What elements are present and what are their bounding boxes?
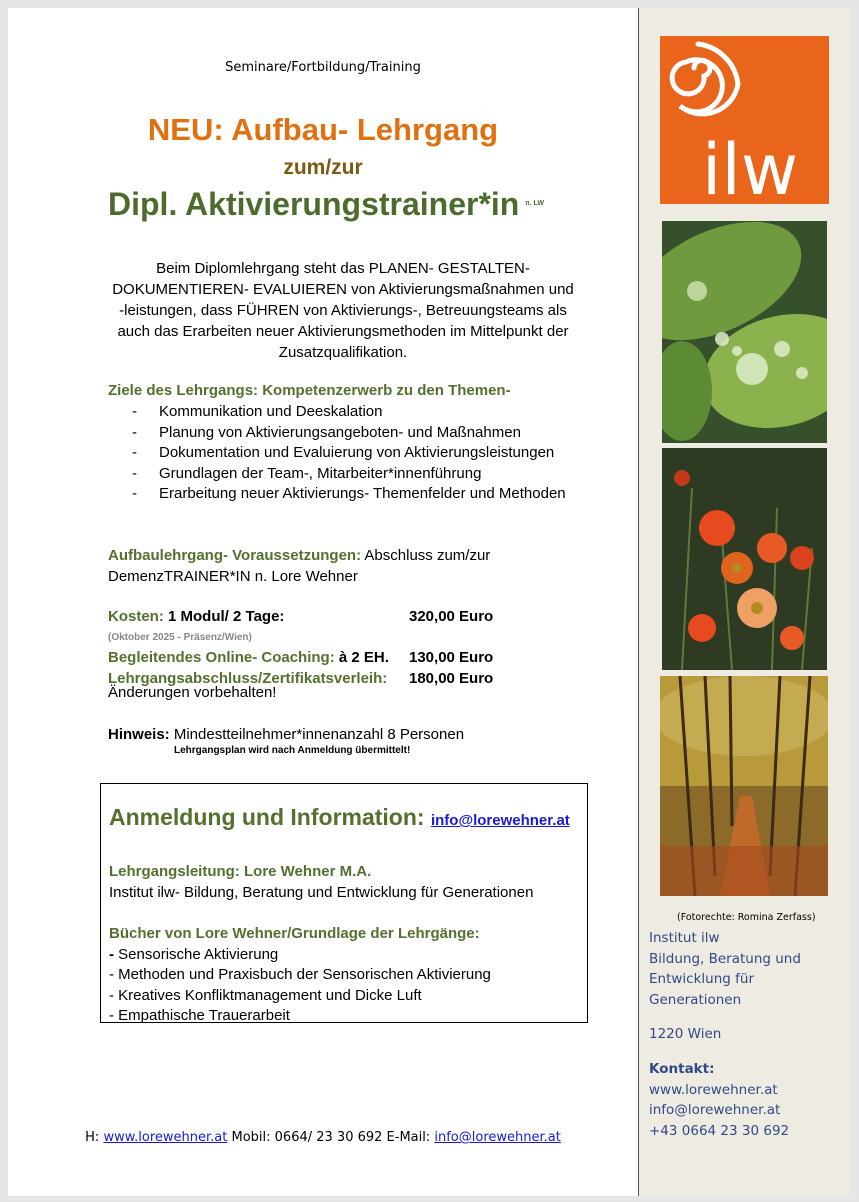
cost-modul-cell — [108, 607, 409, 628]
leitung-text: Institut ilw- Bildung, Beratung und Entwicklung für Generationen — [109, 883, 534, 901]
title-line-1: NEU: Aufbau- Lehrgang — [147, 112, 499, 147]
list-item-text: Erarbeitung neuer Aktivierungs- Themenfelder und Methoden — [159, 485, 566, 502]
flyer-page — [8, 8, 638, 1196]
ziele-heading: Ziele des Lehrgangs: Kompetenzerwerb zu den Themen- — [108, 382, 511, 399]
coaching-cell — [108, 648, 409, 669]
kosten-modul: 1 Modul/ 2 Tage: — [163, 608, 285, 625]
anmeldung-heading-row — [109, 804, 570, 831]
info-box — [100, 783, 588, 1023]
voraussetzungen-label: Aufbaulehrgang- Voraussetzungen: — [108, 547, 362, 564]
contact-website: www.lorewehner.at — [649, 1081, 778, 1098]
buch-dash: - — [109, 945, 119, 963]
footer-email-link[interactable]: info@lorewehner.at — [434, 1130, 561, 1145]
contact-block — [649, 1059, 789, 1141]
sidebar — [638, 8, 850, 1196]
ziele-list — [108, 402, 579, 505]
list-item — [108, 464, 579, 485]
kosten-modul-price — [409, 607, 493, 628]
logo-text: ilw — [701, 129, 799, 204]
abschluss-label: Lehrgangsabschluss/Zertifikatsverleih: — [108, 669, 388, 687]
contact-email: info@lorewehner.at — [649, 1102, 781, 1118]
hinweis-label: Hinweis: — [108, 726, 170, 743]
leitung-block — [109, 862, 533, 903]
title-main: Dipl. Aktivierungstrainer*in — [108, 186, 520, 222]
list-item — [108, 484, 579, 505]
footer-h-label: H: — [85, 1130, 104, 1145]
voraussetzungen — [108, 546, 578, 587]
autumn-forest-path-photo — [660, 676, 828, 896]
price-text: 130,00 Euro — [409, 649, 494, 666]
list-item — [108, 423, 579, 444]
kosten-label: Kosten: — [108, 608, 164, 625]
contact-phone: +43 0664 23 30 692 — [649, 1122, 790, 1139]
footer — [8, 1130, 638, 1145]
buch-item: - Empathische Trauerarbeit — [109, 1007, 290, 1024]
bullet: - — [132, 485, 137, 502]
coaching-price — [409, 648, 493, 669]
bullet: - — [132, 444, 137, 461]
ilw-logo — [660, 36, 829, 204]
table-row — [108, 648, 493, 669]
buecher-label: Bücher von Lore Wehner/Grundlage der Lehrgänge: — [109, 925, 480, 942]
photo-credit: (Fotorechte: Romina Zerfass) — [677, 912, 816, 923]
leaf-waterdrops-photo — [662, 221, 827, 443]
intro-text: Beim Diplomlehrgang steht das PLANEN- GESTALTEN-DOKUMENTIEREN- EVALUIEREN von Aktivierungsmaßnahmen und -leistungen, dass FÜHREN von Aktivierungs-, Betreuungsteams als auch das Erarbeiten neuer Aktivierungsmethoden im Mittelpunkt der Zusatzqualifikation. — [112, 260, 574, 361]
title-line-3 — [108, 186, 544, 223]
institute-line: Generationen — [649, 991, 742, 1008]
institute-line: Entwicklung für — [649, 971, 754, 987]
buecher-block — [109, 924, 491, 1027]
hinweis-text: Mindestteilnehmer*innenanzahl 8 Personen — [169, 726, 465, 743]
list-item — [108, 443, 579, 464]
title-line-2: zum/zur — [283, 156, 363, 179]
footer-website-link[interactable]: www.lorewehner.at — [103, 1130, 228, 1145]
list-item-text: Planung von Aktivierungsangeboten- und Maßnahmen — [159, 423, 521, 441]
aenderungen-note: Änderungen vorbehalten! — [108, 684, 277, 701]
table-row — [108, 607, 493, 628]
price-text: 180,00 Euro — [409, 669, 494, 687]
kontakt-label: Kontakt: — [649, 1061, 715, 1077]
list-item-text: Kommunikation und Deeskalation — [159, 403, 383, 420]
bullet: - — [132, 403, 137, 420]
hinweis — [108, 726, 464, 743]
table-row — [108, 628, 493, 649]
list-item-text: Grundlagen der Team-, Mitarbeiter*innenführung — [159, 464, 482, 482]
list-item-text: Dokumentation und Evaluierung von Aktivierungsleistungen — [159, 444, 555, 461]
institute-info — [649, 928, 801, 1010]
category-line: Seminare/Fortbildung/Training — [225, 60, 421, 75]
institute-line: Institut ilw — [649, 930, 720, 946]
spiral-logo-icon — [660, 36, 829, 204]
price-text: 320,00 Euro — [409, 608, 494, 625]
kosten-modul-note: (Oktober 2025 - Präsenz/Wien) — [108, 631, 252, 643]
city: 1220 Wien — [649, 1026, 722, 1042]
cost-table — [108, 607, 493, 689]
abschluss-price — [409, 669, 493, 690]
lehrgangsplan-note: Lehrgangsplan wird nach Anmeldung übermittelt! — [174, 745, 411, 756]
institute-line: Bildung, Beratung und — [649, 950, 801, 967]
coaching-text: à 2 EH. — [334, 649, 389, 666]
buch-item: - Kreatives Konfliktmanagement und Dicke Luft — [109, 986, 422, 1004]
list-item — [108, 402, 579, 423]
coaching-label: Begleitendes Online- Coaching: — [108, 649, 335, 666]
footer-mobil: Mobil: 0664/ 23 30 692 E-Mail: — [227, 1130, 435, 1145]
voraussetzungen-text: Abschluss zum/zur DemenzTRAINER*IN n. Lore Wehner — [108, 547, 491, 585]
red-flowers-photo — [662, 448, 827, 670]
buch-title: Sensorische Aktivierung — [118, 945, 279, 963]
title-suffix: n. LW — [525, 200, 545, 207]
buch-item: - Methoden und Praxisbuch der Sensorischen Aktivierung — [109, 966, 491, 983]
anmeldung-heading: Anmeldung und Information: — [109, 804, 425, 830]
bullet: - — [132, 423, 137, 441]
bullet: - — [132, 464, 137, 482]
buch-item — [109, 945, 491, 966]
leitung-label: Lehrgangsleitung: Lore Wehner M.A. — [109, 863, 372, 880]
anmeldung-email-link[interactable]: info@lorewehner.at — [430, 812, 570, 829]
